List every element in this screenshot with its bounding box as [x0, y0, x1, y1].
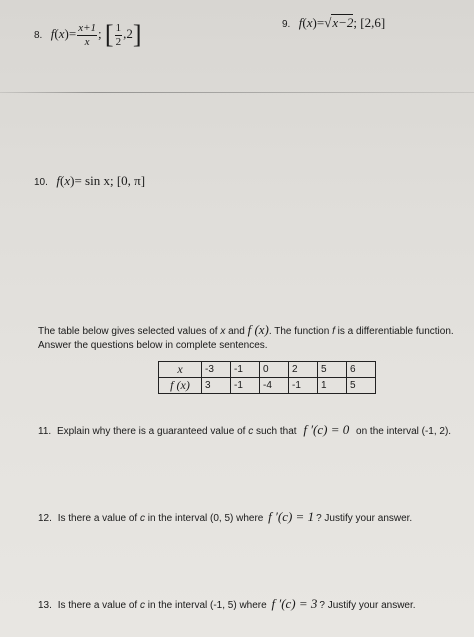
question-11: 11. Explain why there is a guaranteed value of c such that f ′(c) = 0 on the interval (-1, 2). — [38, 422, 452, 437]
table-cell: 5 — [347, 378, 376, 394]
problem-8: 8. f(x)= $\frac{x+1}{x}$ ; [ $\frac{1}{2}$ ,2] — [34, 20, 142, 49]
problem-8-fraction — [77, 23, 97, 48]
problem-8-denominator: x — [84, 35, 90, 48]
question-12: 12. Is there a value of c in the interval (0, 5) where f ′(c) = 1 ? Justify your answer. — [38, 509, 413, 524]
problem-8-number: 8. — [34, 29, 43, 41]
table-cell: -3 — [202, 362, 231, 378]
table-cell: 5 — [318, 362, 347, 378]
problem-8-function: f — [50, 25, 55, 41]
table-row-x-label: x — [159, 362, 202, 378]
problem-8-interval-end: 2 — [126, 25, 133, 41]
problem-10: 10. f(x)= sin x; [0, π] — [34, 173, 146, 188]
question-12-math: f ′(c) = 1 — [268, 509, 315, 524]
problem-9-number: 9. — [282, 19, 291, 30]
question-12-number: 12. — [38, 513, 52, 524]
intro-line-2: Answer the questions below in complete sentences. — [38, 340, 268, 351]
problem-8-numerator: x+1 — [78, 21, 97, 34]
problem-9-radicand: x−2 — [332, 15, 354, 30]
table-row-fx — [159, 378, 376, 394]
table-row-fx-label: f (x) — [159, 378, 202, 394]
problem-9-interval: ; [2,6] — [353, 15, 386, 30]
table-cell: -1 — [231, 362, 260, 378]
problem-10-function: f — [56, 173, 60, 188]
table-cell: 2 — [289, 362, 318, 378]
problem-9: 9. f(x)=√x−2; [2,6] — [282, 15, 386, 30]
problem-10-expression: = sin x; [0, π] — [74, 173, 146, 188]
table-cell: 0 — [260, 362, 289, 378]
question-11-math: f ′(c) = 0 — [303, 422, 350, 437]
problem-10-number: 10. — [34, 177, 48, 188]
question-13-math: f ′(c) = 3 — [271, 596, 318, 611]
question-11-number: 11. — [38, 426, 52, 437]
table-cell: -1 — [231, 378, 260, 394]
table-cell: -1 — [289, 378, 318, 394]
table-row-x — [159, 362, 376, 378]
table-cell: 3 — [202, 378, 231, 394]
question-13: 13. Is there a value of c in the interval (-1, 5) where f ′(c) = 3 ? Justify your answer. — [38, 596, 416, 611]
table-cell: -4 — [260, 378, 289, 394]
problem-9-function: f — [298, 15, 303, 30]
table-cell: 6 — [347, 362, 376, 378]
table-cell: 1 — [318, 378, 347, 394]
page-divider — [0, 92, 474, 93]
question-13-number: 13. — [38, 600, 52, 611]
intro-line-1: The table below gives selected values of x and f (x). The function f is a differentiable function. — [38, 322, 454, 337]
values-table — [158, 361, 376, 394]
problem-8-var: x — [58, 25, 65, 41]
problem-8-interval-start: $\frac{1}{2}$ — [115, 21, 122, 48]
